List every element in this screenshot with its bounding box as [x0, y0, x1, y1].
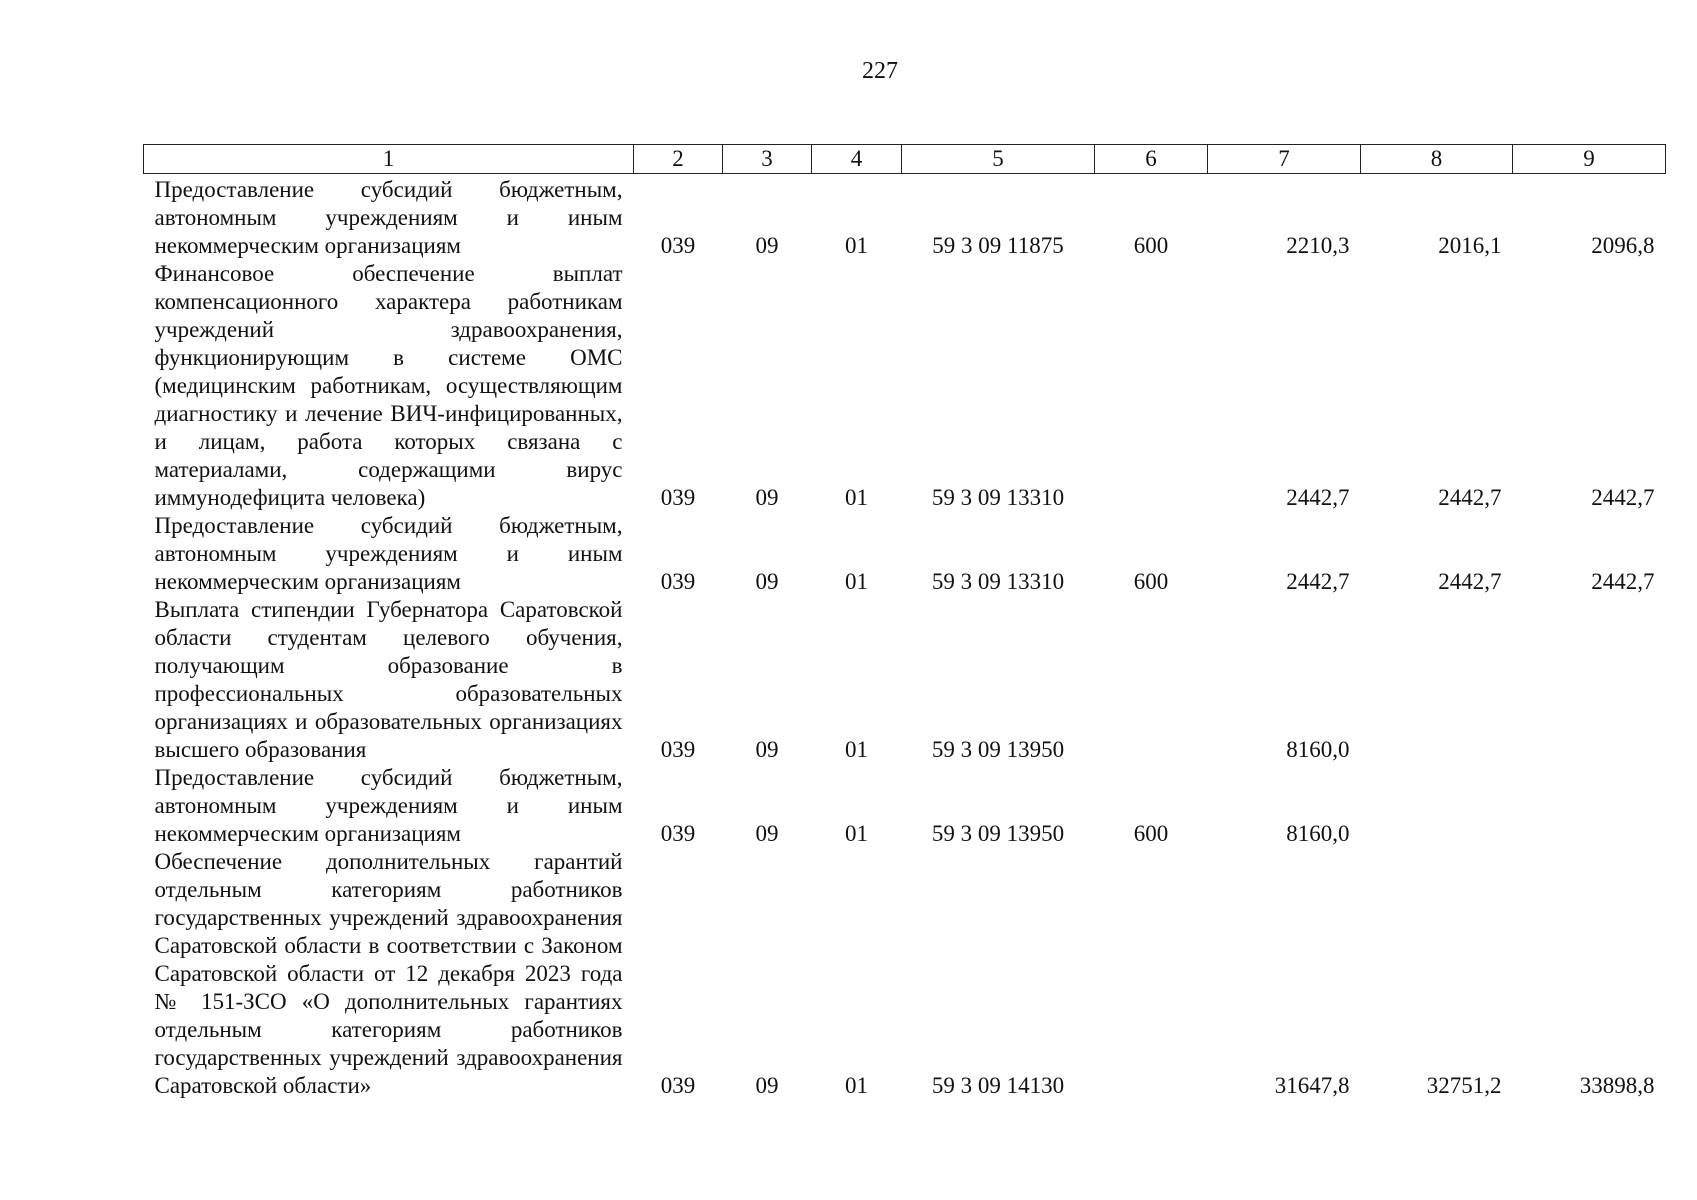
row-name: Предоставление субсидий бюджетным, автономным учреждениям и иным некоммерческим организациям: [154, 177, 623, 258]
row-subsection: 01: [845, 737, 868, 762]
row-expense-type: 600: [1133, 821, 1169, 846]
row-section: 09: [755, 737, 779, 762]
header-col-6: 6: [1095, 145, 1208, 174]
row-name: Предоставление субсидий бюджетным, автономным учреждениям и иным некоммерческим организациям: [154, 513, 623, 594]
row-ministry: 039: [660, 569, 696, 594]
page-number: 227: [862, 58, 898, 84]
row-section: 09: [755, 821, 779, 846]
table-row: [144, 260, 1666, 512]
row-section: 09: [755, 569, 779, 594]
row-year-1: 31647,8: [1274, 1073, 1350, 1098]
row-target: 59 3 09 13310: [931, 569, 1065, 594]
header-col-8: 8: [1361, 145, 1513, 174]
header-col-7: 7: [1208, 145, 1361, 174]
table-row: [144, 764, 1666, 848]
row-year-2: [1361, 764, 1513, 848]
header-col-9: 9: [1513, 145, 1666, 174]
row-year-1: 2442,7: [1286, 485, 1350, 510]
row-name: Финансовое обеспечение выплат компенсационного характера работникам учреждений здравоохранения, функционирующим в системе ОМС (медицинским работникам, осуществляющим диагностику и лечение ВИЧ-инфицированных, и лицам, работа которых связана с материалами, содержащими вирус иммунодефицита человека): [154, 261, 623, 510]
row-year-3: 2442,7: [1591, 569, 1655, 594]
row-expense-type: [1095, 596, 1208, 764]
row-year-1: 2210,3: [1286, 233, 1350, 258]
row-year-3: 2442,7: [1591, 485, 1655, 510]
table-header: [144, 145, 1666, 174]
row-expense-type: 600: [1133, 233, 1169, 258]
row-subsection: 01: [845, 569, 868, 594]
row-target: 59 3 09 13310: [931, 485, 1065, 510]
row-year-2: 32751,2: [1426, 1073, 1502, 1098]
row-ministry: 039: [660, 821, 696, 846]
row-ministry: 039: [660, 485, 696, 510]
row-subsection: 01: [845, 1073, 868, 1098]
row-year-2: 2442,7: [1438, 569, 1502, 594]
row-year-2: 2442,7: [1438, 485, 1502, 510]
row-year-1: 8160,0: [1286, 737, 1350, 762]
row-ministry: 039: [660, 737, 696, 762]
row-target: 59 3 09 13950: [931, 821, 1065, 846]
row-year-3: [1513, 764, 1666, 848]
row-year-2: [1361, 596, 1513, 764]
row-year-3: 2096,8: [1591, 233, 1655, 258]
row-year-1: 2442,7: [1286, 569, 1350, 594]
header-col-5: 5: [902, 145, 1095, 174]
row-expense-type: [1095, 848, 1208, 1100]
row-name: Предоставление субсидий бюджетным, автономным учреждениям и иным некоммерческим организациям: [154, 765, 623, 846]
row-section: 09: [755, 485, 779, 510]
header-row: [144, 145, 1666, 174]
header-col-2: 2: [634, 145, 723, 174]
row-subsection: 01: [845, 233, 868, 258]
row-section: 09: [755, 233, 779, 258]
table-row: [144, 174, 1666, 261]
row-name: Выплата стипендии Губернатора Саратовской области студентам целевого обучения, получающим образование в профессиональных образовательных организациях и образовательных организациях высшего образования: [154, 597, 623, 762]
row-expense-type: 600: [1133, 569, 1169, 594]
row-ministry: 039: [660, 1073, 696, 1098]
header-col-1: 1: [144, 145, 634, 174]
table-row: [144, 512, 1666, 596]
row-target: 59 3 09 13950: [931, 737, 1065, 762]
row-year-3: 33898,8: [1579, 1073, 1655, 1098]
table-body: [144, 174, 1666, 1101]
table-row: [144, 848, 1666, 1100]
row-year-1: 8160,0: [1286, 821, 1350, 846]
row-subsection: 01: [845, 821, 868, 846]
row-subsection: 01: [845, 485, 868, 510]
row-year-2: 2016,1: [1438, 233, 1502, 258]
budget-table: [143, 144, 1666, 1100]
header-col-4: 4: [812, 145, 902, 174]
header-col-3: 3: [723, 145, 812, 174]
row-expense-type: [1095, 260, 1208, 512]
row-target: 59 3 09 14130: [931, 1073, 1065, 1098]
row-ministry: 039: [660, 233, 696, 258]
row-year-3: [1513, 596, 1666, 764]
table-row: [144, 596, 1666, 764]
row-target: 59 3 09 11875: [932, 233, 1064, 258]
row-section: 09: [755, 1073, 779, 1098]
row-name: Обеспечение дополнительных гарантий отдельным категориям работников государственных учреждений здравоохранения Саратовской области в соответствии с Законом Саратовской области от 12 декабря 2023 года № 151-ЗСО «О дополнительных гарантиях отдельным категориям работников государственных учреждений здравоохранения Саратовской области»: [154, 849, 623, 1098]
